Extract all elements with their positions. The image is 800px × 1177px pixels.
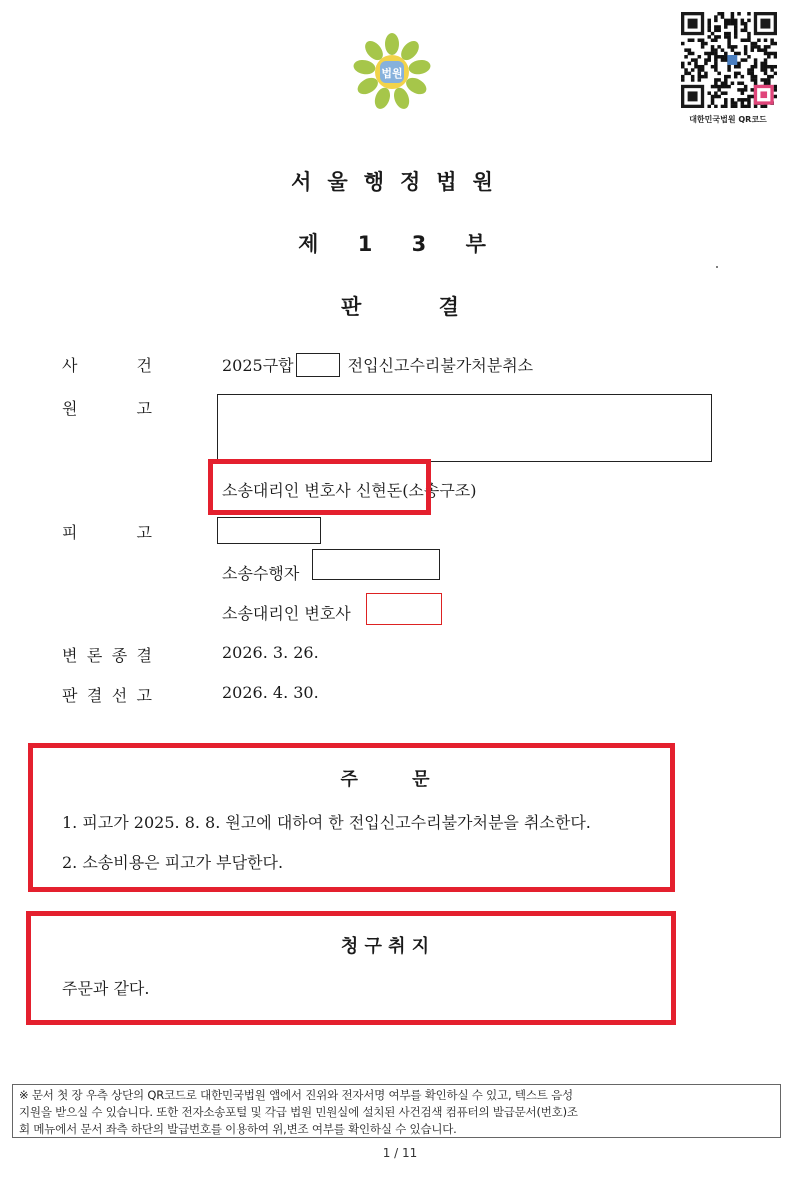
- claim-text: 주문과 같다.: [62, 979, 150, 998]
- plaintiff-label: 원 고: [62, 399, 152, 418]
- closing-date: 2026. 3. 26.: [222, 643, 319, 662]
- defendant-attorney-label: 소송대리인 변호사: [222, 604, 351, 623]
- svg-text:법원: 법원: [381, 67, 403, 80]
- verification-notice: [12, 1084, 781, 1138]
- order-title: 주 문: [340, 769, 430, 790]
- defendant-label: 피 고: [62, 523, 152, 542]
- case-label: 사 건: [62, 356, 152, 375]
- redacted-defendant-attorney: [366, 593, 442, 625]
- redacted-plaintiff: [217, 394, 712, 462]
- claim-section: [26, 911, 676, 1025]
- notice-line: 지원을 받으실 수 있습니다. 또한 전자소송포털 및 각급 법원 민원실에 설치된 사건검색 컴퓨터의 발급문서(번호)조: [19, 1105, 578, 1119]
- notice-line: ※ 문서 첫 장 우측 상단의 QR코드로 대한민국법원 앱에서 진위와 전자서명 여부를 확인하실 수 있고, 텍스트 음성: [19, 1088, 573, 1102]
- judgment-title: 판 결: [341, 295, 459, 319]
- ruling-label: 판 결 선 고: [62, 686, 152, 705]
- order-item-2: 2. 소송비용은 피고가 부담한다.: [62, 853, 284, 872]
- defendant-agent-row: [222, 561, 299, 584]
- order-item-1: 1. 피고가 2025. 8. 8. 원고에 대하여 한 전입신고수리불가처분을 취소한다.: [62, 813, 591, 832]
- defendant-agent-label: 소송수행자: [222, 564, 300, 583]
- defendant-attorney-row: [222, 601, 351, 624]
- case-name: 전입신고수리불가처분취소: [347, 356, 534, 375]
- court-title: 서울행정법원: [291, 170, 509, 194]
- qr-code[interactable]: [681, 12, 777, 108]
- court-emblem: [352, 32, 432, 110]
- case-number-prefix: 2025구합: [222, 356, 294, 375]
- claim-title: 청 구 취 지: [340, 936, 430, 957]
- notice-line: 회 메뉴에서 문서 좌측 하단의 발급번호를 이용하여 위,변조 여부를 확인하실 수 있습니다.: [19, 1122, 457, 1136]
- plaintiff-attorney: 소송대리인 변호사 신현돈(소송구조): [222, 481, 477, 500]
- highlight-attorney: [208, 459, 431, 515]
- qr-caption: 대한민국법원 QR코드: [689, 115, 767, 124]
- stray-dot: [716, 266, 718, 268]
- page-number: 1 / 11: [382, 1146, 418, 1160]
- redacted-agent: [312, 549, 440, 580]
- closing-label: 변 론 종 결: [62, 646, 152, 665]
- division-title: 제 1 3 부: [298, 232, 502, 256]
- redacted-defendant: [217, 517, 321, 544]
- ruling-date: 2026. 4. 30.: [222, 683, 319, 702]
- redacted-case-number: [296, 353, 340, 377]
- case-value: [222, 353, 533, 377]
